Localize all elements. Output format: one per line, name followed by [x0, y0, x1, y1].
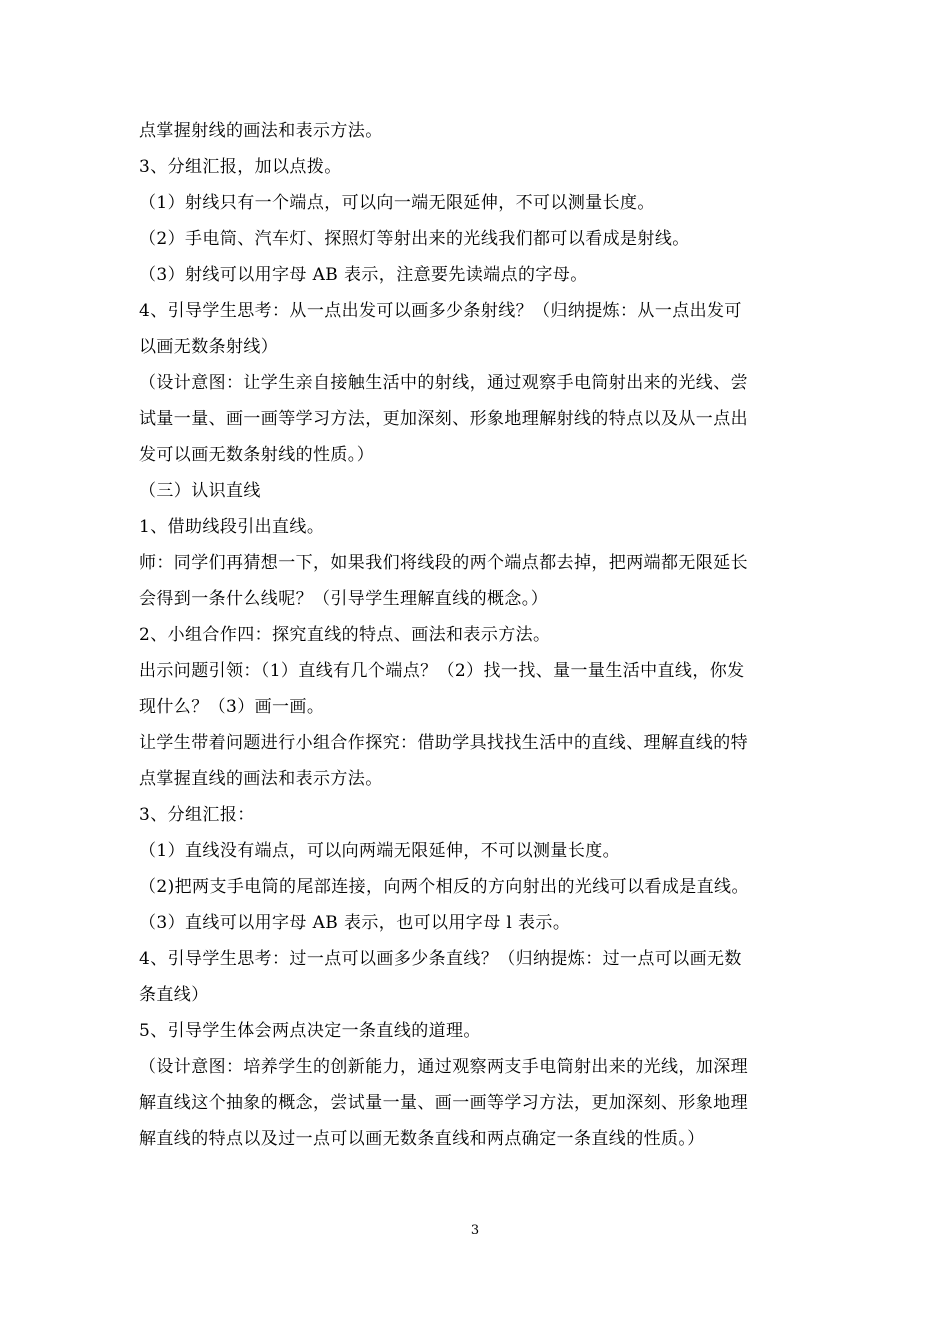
text-line: （1）直线没有端点，可以向两端无限延伸，不可以测量长度。 — [139, 841, 621, 861]
text-line: 解直线的特点以及过一点可以画无数条直线和两点确定一条直线的性质。） — [139, 1129, 705, 1149]
text-line: 师：同学们再猜想一下，如果我们将线段的两个端点都去掉，把两端都无限延长 — [139, 553, 748, 573]
text-line: 发可以画无数条射线的性质。） — [139, 445, 375, 465]
text-line: （1）射线只有一个端点，可以向一端无限延伸，不可以测量长度。 — [139, 193, 655, 213]
text-line: （设计意图：培养学生的创新能力，通过观察两支手电筒射出来的光线，加深理 — [139, 1057, 748, 1077]
text-line: 以画无数条射线） — [139, 337, 279, 357]
text-line: 试量一量、画一画等学习方法，更加深刻、形象地理解射线的特点以及从一点出 — [139, 409, 748, 429]
text-line: 点掌握直线的画法和表示方法。 — [139, 769, 383, 789]
text-line: 现什么？（3）画一画。 — [139, 697, 325, 717]
text-line: 3、分组汇报，加以点拨。 — [139, 157, 342, 177]
text-line: （设计意图：让学生亲自接触生活中的射线，通过观察手电筒射出来的光线、尝 — [139, 373, 748, 393]
text-line: 2、小组合作四：探究直线的特点、画法和表示方法。 — [139, 625, 551, 645]
text-line: 5、引导学生体会两点决定一条直线的道理。 — [139, 1021, 481, 1041]
text-line: 4、引导学生思考：过一点可以画多少条直线？（归纳提炼：过一点可以画无数 — [139, 949, 742, 969]
text-line: （3）直线可以用字母 AB 表示，也可以用字母 l 表示。 — [139, 913, 571, 933]
text-line: 解直线这个抽象的概念，尝试量一量、画一画等学习方法，更加深刻、形象地理 — [139, 1093, 748, 1113]
text-line: 条直线） — [139, 985, 209, 1005]
text-line: （2）手电筒、汽车灯、探照灯等射出来的光线我们都可以看成是射线。 — [139, 229, 690, 249]
page-number: 3 — [470, 1223, 480, 1238]
section-heading: （三）认识直线 — [139, 481, 261, 501]
text-line: 出示问题引领：（1）直线有几个端点？（2）找一找、量一量生活中直线，你发 — [139, 661, 745, 681]
text-line: 4、引导学生思考：从一点出发可以画多少条射线？（归纳提炼：从一点出发可 — [139, 301, 742, 321]
text-line: 点掌握射线的画法和表示方法。 — [139, 121, 383, 141]
document-body — [139, 113, 819, 1157]
text-line: 1、借助线段引出直线。 — [139, 517, 325, 537]
text-line: （2)把两支手电筒的尾部连接，向两个相反的方向射出的光线可以看成是直线。 — [139, 877, 749, 897]
text-line: 3、分组汇报： — [139, 805, 255, 825]
text-line: 会得到一条什么线呢？（引导学生理解直线的概念。） — [139, 589, 549, 609]
text-line: 让学生带着问题进行小组合作探究：借助学具找找生活中的直线、理解直线的特 — [139, 733, 748, 753]
text-line: （3）射线可以用字母 AB 表示，注意要先读端点的字母。 — [139, 265, 588, 285]
